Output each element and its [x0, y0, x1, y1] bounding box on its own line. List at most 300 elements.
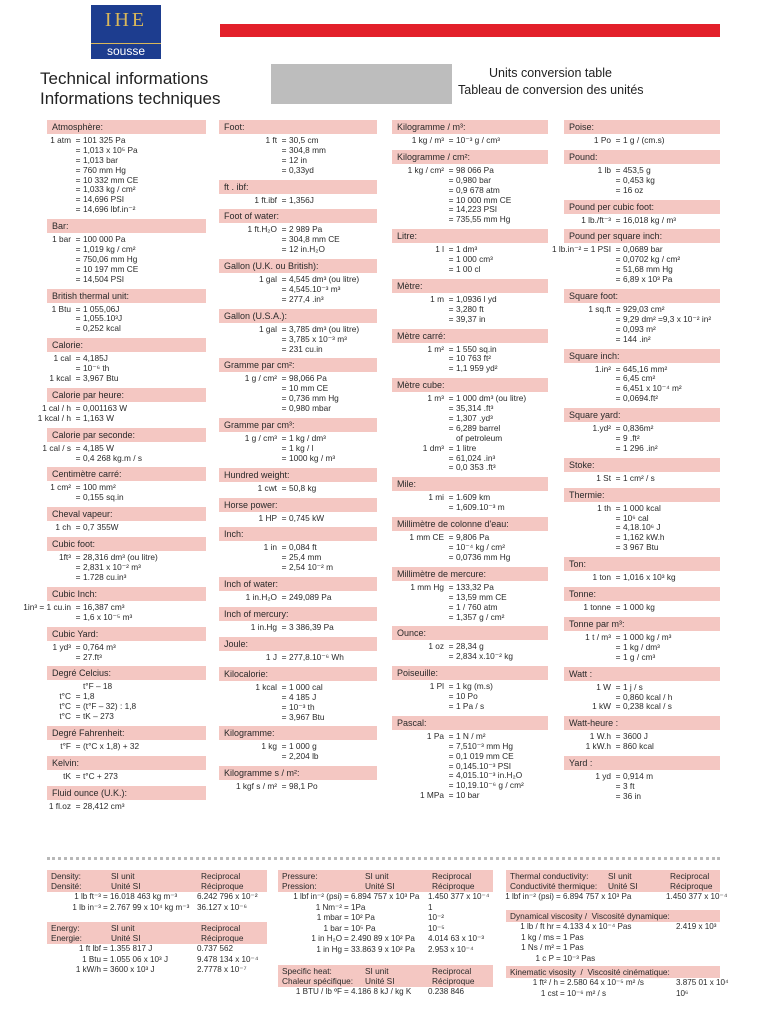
section-header: Inch of mercury: [219, 607, 377, 621]
conversion-section [23, 587, 206, 623]
conversion-row [219, 752, 377, 762]
row-value: 10⁻⁴ kg / cm² [456, 542, 505, 553]
conversion-row [392, 315, 548, 325]
row-value: 0,980 bar [456, 174, 492, 185]
row-unit: 1 lb [597, 164, 611, 175]
row-unit: 1 th [597, 502, 611, 513]
row-value: 2,834 x.10⁻² kg [456, 651, 513, 662]
row-unit: 1 g / cm³ [244, 433, 277, 444]
conversion-section [219, 577, 377, 603]
section-header: Calorie par heure: [47, 388, 206, 402]
conversion-row [564, 742, 720, 752]
row-equals: = [75, 353, 81, 364]
row-value: 0,9 678 atm [456, 184, 500, 195]
section-header: Kilogramme: [219, 726, 377, 740]
conversion-row [47, 305, 206, 315]
table-unit: 1 cst [540, 988, 558, 998]
row-value: 14,696 PSI [83, 194, 125, 205]
row-value: 16 oz [623, 184, 644, 195]
conversion-section [564, 488, 720, 553]
conversion-row [47, 653, 206, 663]
conversion-section [47, 726, 206, 752]
conversion-section [219, 468, 377, 494]
conversion-section [219, 527, 377, 573]
table-reciprocal: 10⁻² [428, 913, 444, 923]
conversion-section [392, 626, 548, 662]
table-unit: 1 lb / ft hr [520, 922, 554, 931]
row-unit: 1 HP [258, 512, 277, 523]
table-unit: 1 lb in⁻³ [72, 902, 101, 912]
conversion-section [392, 378, 548, 473]
table-si-value: = 33.863 9 x 10² Pa [344, 944, 415, 954]
row-unit: 1 kg / m³ [411, 135, 444, 145]
section-header: Pound per cubic foot: [564, 200, 720, 214]
row-value: 0,084 ft [289, 542, 317, 553]
table-unit: 1 lbf in⁻² (psi) [505, 892, 554, 901]
row-equals: = [615, 472, 621, 483]
row-equals: = [615, 383, 621, 394]
section-header: Tonne: [564, 587, 720, 601]
table-si-value: = 6.894 757 x 10³ Pa [344, 892, 420, 901]
row-value: 1 litre [456, 442, 477, 453]
row-value: 4 185 J [289, 691, 317, 702]
row-equals: = [615, 164, 621, 175]
row-unit: 1 in.Hg [250, 622, 277, 633]
row-value: 3 ft [623, 780, 635, 791]
row-equals: = [448, 591, 454, 602]
row-equals: = [448, 393, 454, 404]
row-value: 929,03 cm² [623, 304, 665, 315]
table-si-value: = 2.490 89 x 10² Pa [344, 934, 415, 944]
table-row [506, 989, 720, 1000]
row-value: 2 989 Pa [289, 224, 323, 235]
conversion-row [392, 791, 548, 801]
table-unit: 1 kW/h [75, 965, 101, 975]
row-unit: 1 mi [428, 492, 444, 503]
conversion-row [47, 185, 206, 195]
conversion-row [219, 713, 377, 723]
conversion-section [219, 766, 377, 792]
row-value: (t°F – 32) : 1,8 [83, 701, 137, 712]
table-si-value: = 1 Pas [556, 943, 584, 953]
row-equals: = [281, 333, 287, 344]
row-equals: = [448, 452, 454, 463]
table-unit: 1 Nm⁻² [315, 902, 342, 912]
table-row [278, 945, 493, 956]
row-value: 3,967 Btu [83, 373, 119, 384]
row-equals: = [281, 383, 287, 394]
conversion-section [551, 229, 720, 285]
row-value: 1 kg (m.s) [456, 681, 493, 692]
conversion-section [219, 726, 377, 762]
row-equals: = [281, 711, 287, 722]
row-equals: = [75, 204, 81, 215]
row-unit: 1 ton [592, 572, 611, 583]
conversion-row [392, 652, 548, 662]
row-equals: = [448, 413, 454, 424]
row-equals: = [615, 184, 621, 195]
row-unit: 1 kcal / h [37, 412, 71, 423]
row-equals: = [281, 741, 287, 752]
conversion-section [219, 209, 377, 255]
conversion-row [564, 136, 720, 146]
row-unit: tK [63, 770, 71, 781]
table-si-value: = 16.018 463 kg m⁻³ [103, 892, 178, 901]
conversion-section [47, 219, 206, 284]
row-equals: = [448, 770, 454, 781]
row-equals: = [75, 522, 81, 533]
table-energy [47, 922, 267, 976]
row-equals: = [448, 293, 454, 304]
row-value: 10⁶ cal [623, 512, 649, 523]
table-reciprocal: 1.450 377 x 10⁻⁴ [428, 892, 490, 901]
table-si-value: = 2.767 99 x 10⁴ kg m⁻³ [103, 902, 190, 912]
row-value: 1 550 sq.in [456, 343, 497, 354]
row-equals: = [281, 343, 287, 354]
row-equals: = [448, 581, 454, 592]
row-equals: = [281, 781, 287, 792]
row-value: 0,145.10⁻³ PSI [456, 760, 512, 771]
row-value: 1 000 kcal [623, 502, 661, 513]
row-value: 1 N / m² [456, 730, 486, 741]
conversion-row [392, 702, 548, 712]
row-equals: = [281, 244, 287, 255]
row-value: 1,356J [289, 194, 314, 205]
row-value: 28,316 dm³ (ou litre) [83, 552, 158, 563]
conversion-section [564, 716, 720, 752]
row-value: 27.ft³ [83, 651, 102, 662]
conversion-section [219, 667, 377, 723]
conversion-row [219, 514, 377, 524]
row-equals: = [75, 273, 81, 284]
conversion-row [564, 792, 720, 802]
row-equals: = [281, 164, 287, 175]
table-unit: 1 bar [323, 923, 342, 933]
conversion-row [564, 216, 720, 226]
row-equals: = [75, 452, 81, 463]
conversion-row [392, 136, 548, 146]
table-reciprocal: 1 [428, 902, 433, 912]
row-unit: 1 gal [259, 274, 277, 285]
row-value: 231 cu.in [289, 343, 323, 354]
row-equals: = [615, 363, 621, 374]
table-unit: 1 lb ft⁻³ [74, 892, 101, 901]
table-reciprocal: 9.478 134 x 10⁻⁴ [197, 954, 259, 964]
conversion-row [219, 454, 377, 464]
table-row [47, 903, 267, 914]
row-unit: 1 kcal [255, 681, 277, 692]
section-header: Cheval vapeur: [47, 507, 206, 521]
conversion-section [47, 666, 206, 722]
section-header: Gallon (U.K. ou British): [219, 259, 377, 273]
table-si-value: = 1Pa [344, 902, 366, 912]
row-unit: 1 l [435, 244, 444, 255]
row-value: 0,155 sq.in [83, 492, 124, 503]
row-value: 0,745 kW [289, 512, 325, 523]
row-value: 10 000 mm CE [456, 194, 512, 205]
row-value: 1 000 kg [623, 602, 655, 613]
section-header: Kilocalorie: [219, 667, 377, 681]
table-header-cell: SI unit Unité SI [608, 871, 638, 891]
row-value: 98,066 Pa [289, 373, 327, 384]
row-equals: = [281, 433, 287, 444]
row-equals: = [615, 304, 621, 315]
row-equals: = [75, 154, 81, 165]
logo [91, 5, 161, 59]
row-equals: = [615, 780, 621, 791]
row-equals: = [75, 135, 81, 145]
table-kinematic-viscosity [506, 966, 729, 999]
row-equals: = [281, 284, 287, 295]
row-unit: 1 in [263, 542, 277, 553]
row-unit: 1ft³ [59, 552, 71, 563]
row-equals: = [448, 442, 454, 453]
section-header: Watt : [564, 667, 720, 681]
row-value: 1 / 760 atm [456, 601, 498, 612]
row-equals: = [448, 542, 454, 553]
row-value: 1.728 cu.in³ [83, 571, 127, 582]
section-header: Thermie: [564, 488, 720, 502]
conversion-section [564, 756, 720, 802]
conversion-row [564, 573, 720, 583]
row-value: 1000 kg / m³ [289, 452, 336, 463]
row-equals: = [75, 313, 81, 324]
row-unit: 1 bar [52, 234, 71, 245]
table-row [278, 903, 493, 914]
row-unit: 1 Pa [426, 730, 444, 741]
conversion-row [564, 603, 720, 613]
row-value: 1 000 cm³ [456, 254, 493, 265]
row-unit: t°C [59, 711, 71, 722]
section-header: Horse power: [219, 498, 377, 512]
row-equals: = [448, 214, 454, 225]
conversion-row [47, 643, 206, 653]
row-unit: 1in³ = 1 cu.in [23, 601, 71, 612]
section-header: Degré Celcius: [47, 666, 206, 680]
row-equals: = [615, 333, 621, 344]
row-equals: = [448, 740, 454, 751]
row-value: 1 00 cl [456, 264, 481, 275]
row-unit: 1 ft [265, 135, 277, 145]
table-unit: 1 c P [535, 953, 554, 963]
row-equals: = [615, 264, 621, 275]
conversion-section [392, 329, 548, 375]
conversion-section [564, 587, 720, 613]
row-value: 10 763 ft² [456, 353, 492, 364]
section-header: Square inch: [564, 349, 720, 363]
table-row [506, 954, 720, 965]
section-header: Kilogramme / m³: [392, 120, 548, 134]
row-unit: 1 oz [428, 641, 444, 652]
conversion-row [219, 245, 377, 255]
row-equals: = [281, 482, 287, 493]
row-value: 1 000 dm³ (ou litre) [456, 393, 527, 404]
row-equals: = [615, 274, 621, 285]
section-header: Cubic foot: [47, 537, 206, 551]
row-value: 1,019 kg / cm² [83, 244, 136, 255]
row-equals: = [75, 253, 81, 264]
row-equals: = [448, 254, 454, 265]
section-header: Mètre: [392, 279, 548, 293]
row-equals: = [448, 303, 454, 314]
section-header: Ounce: [392, 626, 548, 640]
row-value: 4,18.10⁶ J [623, 522, 661, 533]
conversion-section [392, 150, 548, 225]
row-value: 0,0 353 .ft³ [456, 462, 496, 473]
row-value: 2,831 x 10⁻² m³ [83, 562, 141, 573]
row-equals: = [281, 274, 287, 285]
row-value: 4,015.10⁻³ in.H₂O [456, 770, 523, 781]
row-equals: = [75, 800, 81, 811]
table-header-cell: Dynamical viscosity / Viscosité dynamique: [510, 911, 670, 921]
row-equals: = [75, 442, 81, 453]
row-equals: = [615, 502, 621, 513]
conversion-section [564, 458, 720, 484]
table-header-cell: Density: Densité: [51, 871, 82, 891]
row-equals: = [75, 323, 81, 334]
table-si-value: = 10² Pa [344, 913, 375, 923]
row-equals: = [448, 353, 454, 364]
row-value: 10 bar [456, 790, 480, 801]
conversion-section [47, 467, 206, 503]
row-unit: 1 kW [592, 701, 611, 712]
conversion-row [564, 702, 720, 712]
row-unit: 1 lb./ft⁻³ [581, 214, 611, 225]
table-header-cell: Reciprocal Réciproque [201, 871, 244, 891]
conversion-section [392, 229, 548, 275]
row-unit: 1 m³ [427, 393, 444, 404]
column-1 [23, 120, 206, 816]
section-header: Inch: [219, 527, 377, 541]
conversion-row [564, 275, 720, 285]
table-reciprocal: 2.7778 x 10⁻⁷ [197, 965, 247, 975]
row-value: 1 dm³ [456, 244, 478, 255]
conversion-section [564, 120, 720, 146]
section-header: Litre: [392, 229, 548, 243]
row-value: 277,4 .in³ [289, 293, 324, 304]
row-value: 4,185J [83, 353, 108, 364]
table-reciprocal: 2.419 x 10³ [676, 922, 717, 931]
conversion-section [392, 120, 548, 146]
conversion-section [564, 289, 720, 345]
row-equals: = [615, 254, 621, 265]
row-equals: = [448, 611, 454, 622]
row-unit: 1 cm² [50, 482, 71, 493]
row-value: 50,8 kg [289, 482, 317, 493]
section-header: ft . ibf: [219, 180, 377, 194]
row-value: 98,1 Po [289, 781, 318, 792]
table-si-value: = 4.133 4 x 10⁻⁴ Pas [556, 922, 632, 931]
row-value: 9,29 dm² =9,3 x 10⁻² in² [623, 313, 712, 324]
row-equals: = [615, 602, 621, 613]
row-value: 98 066 Pa [456, 164, 494, 175]
conversion-row [219, 623, 377, 633]
row-equals: = [615, 641, 621, 652]
section-header: Pound: [564, 150, 720, 164]
row-value: 100 000 Pa [83, 234, 126, 245]
title-en: Technical informations [40, 69, 209, 88]
section-header: Pascal: [392, 716, 548, 730]
conversion-section [47, 338, 206, 384]
row-value: 1 055,06J [83, 303, 120, 314]
row-equals: = [615, 741, 621, 752]
row-value: 1,307 .yd³ [456, 413, 493, 424]
row-equals: = [281, 144, 287, 155]
table-header [47, 922, 267, 944]
conversion-row [392, 364, 548, 374]
table-unit: 1 Ns / m² [521, 943, 554, 953]
row-value: 0,836m² [623, 423, 654, 434]
row-value: 3,967 Btu [289, 711, 325, 722]
table-unit: 1 in Hg [316, 944, 342, 954]
row-value: 0,4 268 kg.m / s [83, 452, 143, 463]
conversion-row [47, 802, 206, 812]
row-value: 6,45 cm² [623, 373, 656, 384]
section-header: Poise: [564, 120, 720, 134]
page-title [40, 69, 221, 109]
row-value: 0,0689 bar [623, 244, 663, 255]
row-equals: = [281, 293, 287, 304]
table-header-cell: Reciprocal Réciproque [432, 966, 475, 986]
row-unit: 1 cal / h [41, 402, 71, 413]
section-header: Poiseuille: [392, 666, 548, 680]
row-unit: 1 atm [50, 135, 71, 145]
row-value: 144 .in² [623, 333, 651, 344]
row-equals: = [615, 522, 621, 533]
table-header-cell: SI unit Unité SI [365, 966, 395, 986]
row-value: 6,289 barrel [456, 422, 501, 433]
conversion-section [392, 716, 548, 801]
conversion-row [47, 374, 206, 384]
row-equals: = [448, 204, 454, 215]
row-equals: = [615, 214, 621, 225]
conversion-row [47, 156, 206, 166]
row-value: 1 cm² / s [623, 472, 655, 483]
table-row [506, 978, 729, 989]
row-equals: = [75, 641, 81, 652]
conversion-row [564, 186, 720, 196]
table-row [47, 955, 267, 966]
table-si-value: = 3600 x 10³ J [103, 965, 155, 975]
row-value: 3,785 dm³ (ou litre) [289, 323, 360, 334]
row-equals: = [75, 303, 81, 314]
row-value: 13,59 mm CE [456, 591, 507, 602]
row-value: 0,238 kcal / s [623, 701, 672, 712]
row-equals: = [281, 135, 287, 145]
row-value: 10,19.10⁻⁶ g / cm² [456, 780, 524, 791]
conversion-row [47, 324, 206, 334]
row-equals: = [448, 691, 454, 702]
row-unit: 1 m [430, 293, 444, 304]
table-header-cell: Reciprocal Réciproque [432, 871, 475, 891]
row-equals: = [448, 760, 454, 771]
row-value: t°C + 273 [83, 770, 118, 781]
row-unit: 1 MPa [420, 790, 444, 801]
conversion-section [47, 627, 206, 663]
table-header-cell: Reciprocal Réciproque [670, 871, 713, 891]
row-value: 1 Pa / s [456, 700, 485, 711]
table-dynamic-viscosity [506, 910, 720, 964]
row-equals: = [448, 462, 454, 473]
row-value: 6,89 x 10³ Pa [623, 274, 673, 285]
table-row [278, 924, 493, 935]
row-equals: = [448, 750, 454, 761]
table-unit: 1 BTU / lb ºF [295, 987, 342, 996]
table-row [47, 892, 267, 903]
row-unit: 1 St [596, 472, 611, 483]
row-value: 1,8 [83, 691, 95, 702]
section-header: Atmosphère: [47, 120, 206, 134]
